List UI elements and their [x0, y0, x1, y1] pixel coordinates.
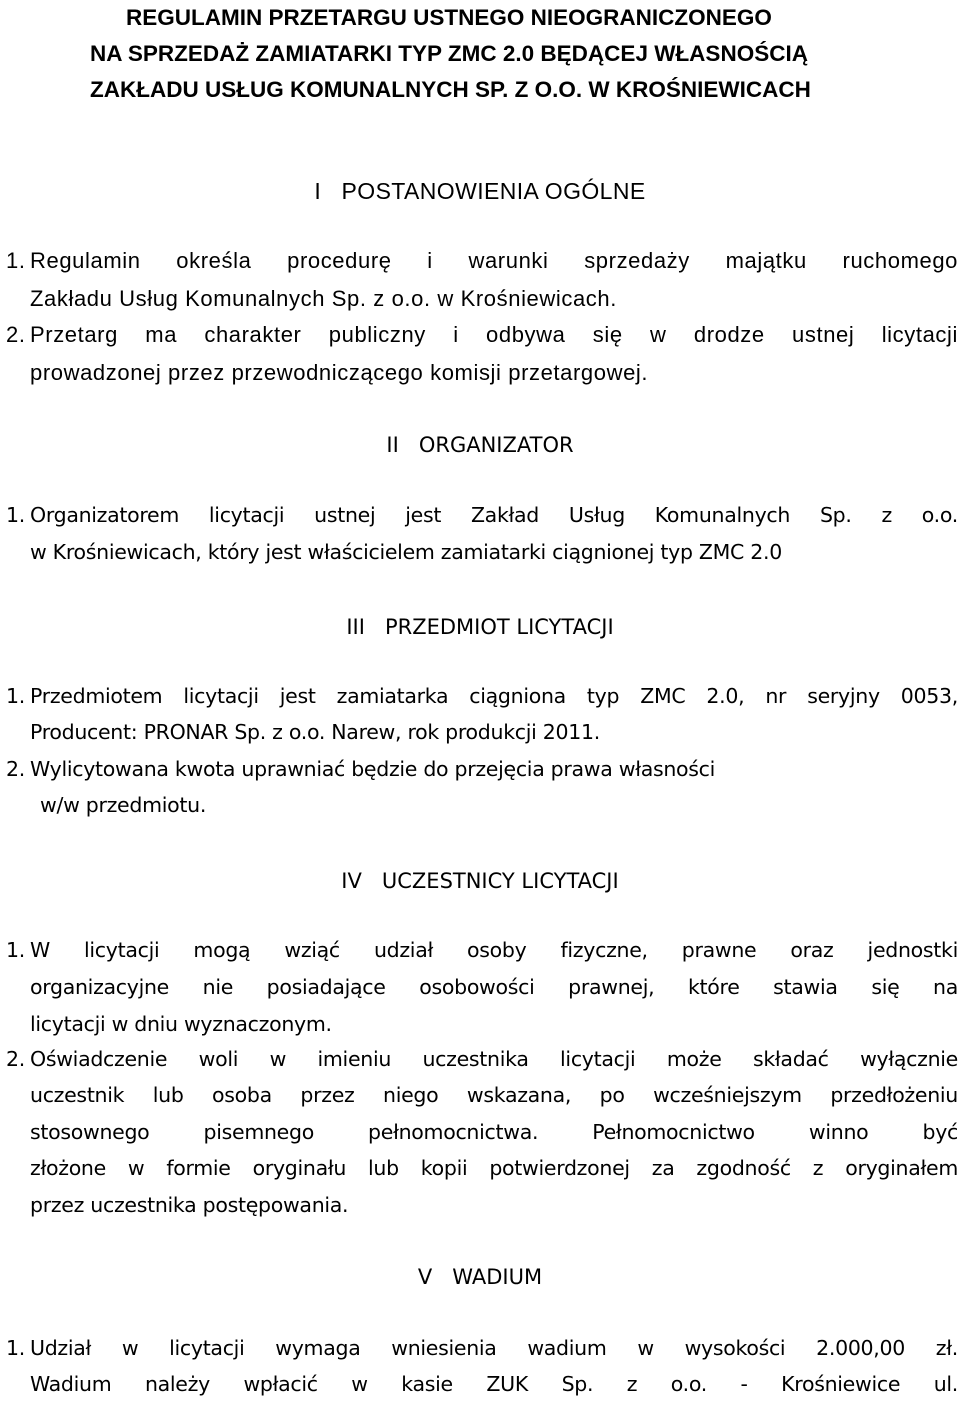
- paragraph-line: przez uczestnika postępowania.: [30, 1193, 349, 1217]
- item-number: 2.: [6, 322, 26, 347]
- paragraph-line: Wadium należy wpłacić w kasie ZUK Sp. z o.o. - Krośniewice ul.: [30, 1372, 958, 1396]
- paragraph-line: Regulamin określa procedurę i warunki sprzedaży majątku ruchomego: [30, 248, 958, 273]
- item-number: 1.: [6, 248, 26, 273]
- paragraph-line: Oświadczenie woli w imieniu uczestnika licytacji może składać wyłącznie: [30, 1047, 958, 1071]
- paragraph-line: w/w przedmiotu.: [40, 793, 207, 817]
- title-line-3: ZAKŁADU USŁUG KOMUNALNYCH SP. Z O.O. W KROŚNIEWICACH: [90, 77, 811, 102]
- paragraph-line: Przetarg ma charakter publiczny i odbywa się w drodze ustnej licytacji: [30, 322, 958, 347]
- item-number: 2.: [6, 757, 25, 781]
- paragraph-line: uczestnik lub osoba przez niego wskazana, po wcześniejszym przedłożeniu: [30, 1083, 958, 1107]
- paragraph-line: Udział w licytacji wymaga wniesienia wadium w wysokości 2.000,00 zł.: [30, 1336, 958, 1360]
- paragraph-line: Producent: PRONAR Sp. z o.o. Narew, rok produkcji 2011.: [30, 720, 600, 744]
- paragraph-line: licytacji w dniu wyznaczonym.: [30, 1012, 332, 1036]
- paragraph-line: prowadzonej przez przewodniczącego komisji przetargowej.: [30, 360, 649, 385]
- item-number: 1.: [6, 684, 25, 708]
- paragraph-line: Zakładu Usług Komunalnych Sp. z o.o. w Krośniewicach.: [30, 286, 617, 311]
- section-heading-4: IV UCZESTNICY LICYTACJI: [341, 869, 619, 893]
- paragraph-line: Przedmiotem licytacji jest zamiatarka ciągniona typ ZMC 2.0, nr seryjny 0053,: [30, 684, 958, 708]
- section-heading-5: V WADIUM: [417, 1265, 543, 1289]
- title-line-1: REGULAMIN PRZETARGU USTNEGO NIEOGRANICZONEGO: [126, 5, 772, 30]
- paragraph-line: Organizatorem licytacji ustnej jest Zakład Usług Komunalnych Sp. z o.o.: [30, 503, 958, 527]
- paragraph-line: w Krośniewicach, który jest właścicielem zamiatarki ciągnionej typ ZMC 2.0: [30, 540, 782, 564]
- paragraph-line: złożone w formie oryginału lub kopii potwierdzonej za zgodność z oryginałem: [30, 1156, 958, 1180]
- item-number: 1.: [6, 503, 25, 527]
- section-heading-1: I POSTANOWIENIA OGÓLNE: [314, 178, 646, 204]
- document-title: [90, 0, 950, 108]
- paragraph-line: W licytacji mogą wziąć udział osoby fizyczne, prawne oraz jednostki: [30, 938, 958, 962]
- item-number: 1.: [6, 1336, 25, 1360]
- title-line-2: NA SPRZEDAŻ ZAMIATARKI TYP ZMC 2.0 BĘDĄCEJ WŁASNOŚCIĄ: [90, 41, 808, 66]
- section-heading-2: II ORGANIZATOR: [386, 433, 574, 457]
- paragraph-line: stosownego pisemnego pełnomocnictwa. Pełnomocnictwo winno być: [30, 1120, 958, 1144]
- item-number: 2.: [6, 1047, 25, 1071]
- item-number: 1.: [6, 938, 25, 962]
- paragraph-line: Wylicytowana kwota uprawniać będzie do przejęcia prawa własności: [30, 757, 716, 781]
- paragraph-line: organizacyjne nie posiadające osobowości prawnej, które stawia się na: [30, 975, 958, 999]
- section-heading-3: III PRZEDMIOT LICYTACJI: [346, 615, 614, 639]
